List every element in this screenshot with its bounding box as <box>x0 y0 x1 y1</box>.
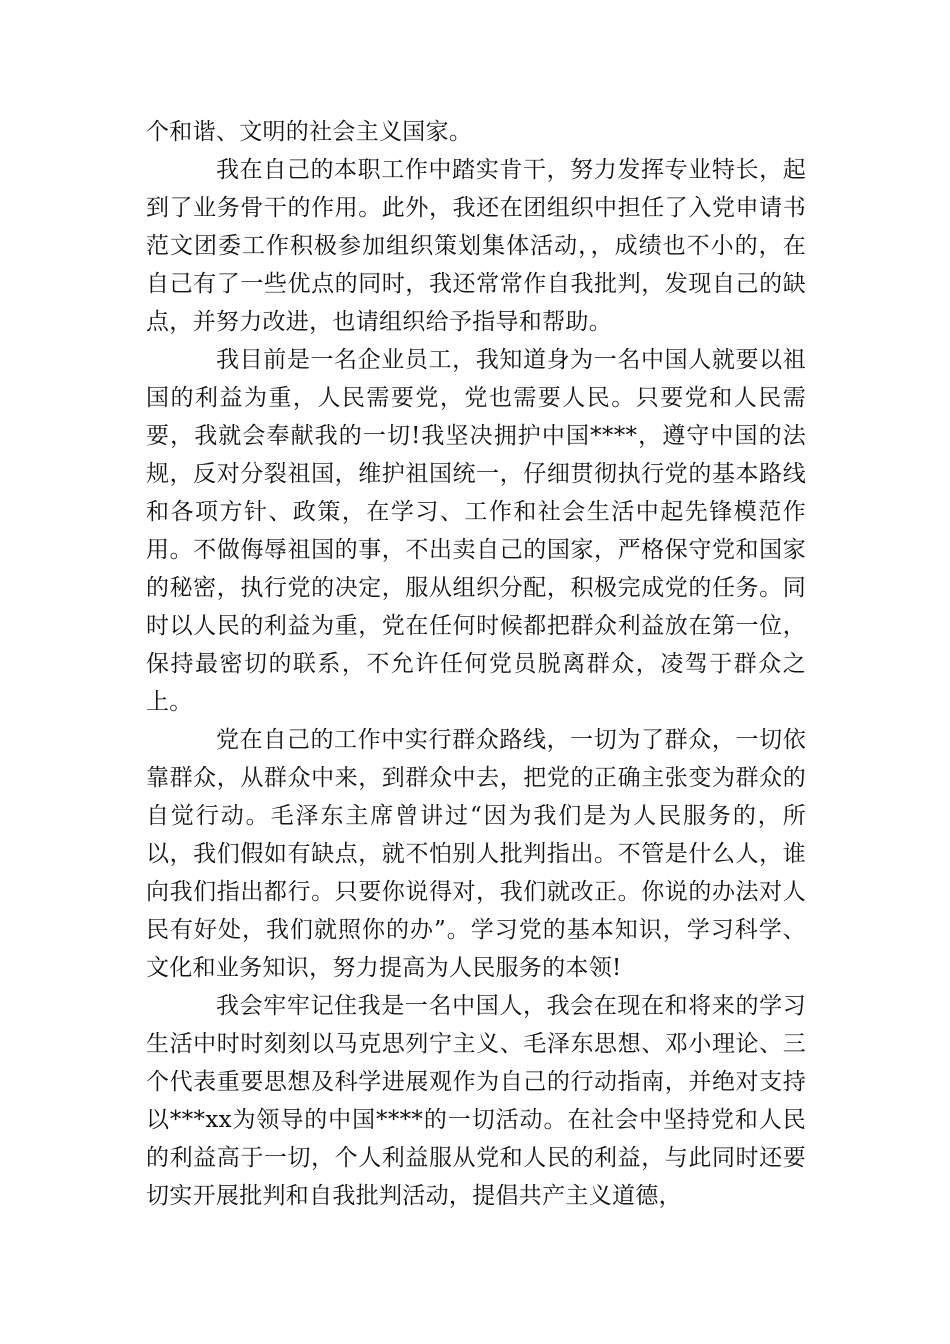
document-body <box>146 113 806 1215</box>
paragraph-3: 我目前是一名企业员工，我知道身为一名中国人就要以祖国的利益为重，人民需要党，党也需要人民。只要党和人民需要，我就会奉献我的一切!我坚决拥护中国****，遵守中国的法规，反对分裂祖国，维护祖国统一，仔细贯彻执行党的基本路线和各项方针、政策，在学习、工作和社会生活中起先锋模范作用。不做侮辱祖国的事，不出卖自己的国家，严格保守党和国家的秘密，执行党的决定，服从组织分配，积极完成党的任务。同时以人民的利益为重，党在任何时候都把群众利益放在第一位，保持最密切的联系，不允许任何党员脱离群众，凌驾于群众之上。 <box>146 347 806 715</box>
paragraph-2: 我在自己的本职工作中踏实肯干，努力发挥专业特长，起到了业务骨干的作用。此外，我还在团组织中担任了入党申请书范文团委工作积极参加组织策划集体活动，，成绩也不小的，在自己有了一些优点的同时，我还常常作自我批判，发现自己的缺点，并努力改进，也请组织给予指导和帮助。 <box>146 157 806 335</box>
paragraph-1: 个和谐、文明的社会主义国家。 <box>146 119 473 145</box>
paragraph-4: 党在自己的工作中实行群众路线，一切为了群众，一切依靠群众，从群众中来，到群众中去，把党的正确主张变为群众的自觉行动。毛泽东主席曾讲过“因为我们是为人民服务的，所以，我们假如有缺点，就不怕别人批判指出。不管是什么人，谁向我们指出都行。只要你说得对，我们就改正。你说的办法对人民有好处，我们就照你的办”。学习党的基本知识，学习科学、文化和业务知识，努力提高为人民服务的本领! <box>146 727 806 981</box>
paragraph-5: 我会牢牢记住我是一名中国人，我会在现在和将来的学习生活中时时刻刻以马克思列宁主义、毛泽东思想、邓小理论、三个代表重要思想及科学进展观作为自己的行动指南，并绝对支持以***xx为领导的中国****的一切活动。在社会中坚持党和人民的利益高于一切，个人利益服从党和人民的利益，与此同时还要切实开展批判和自我批判活动，提倡共产主义道德， <box>146 993 806 1209</box>
